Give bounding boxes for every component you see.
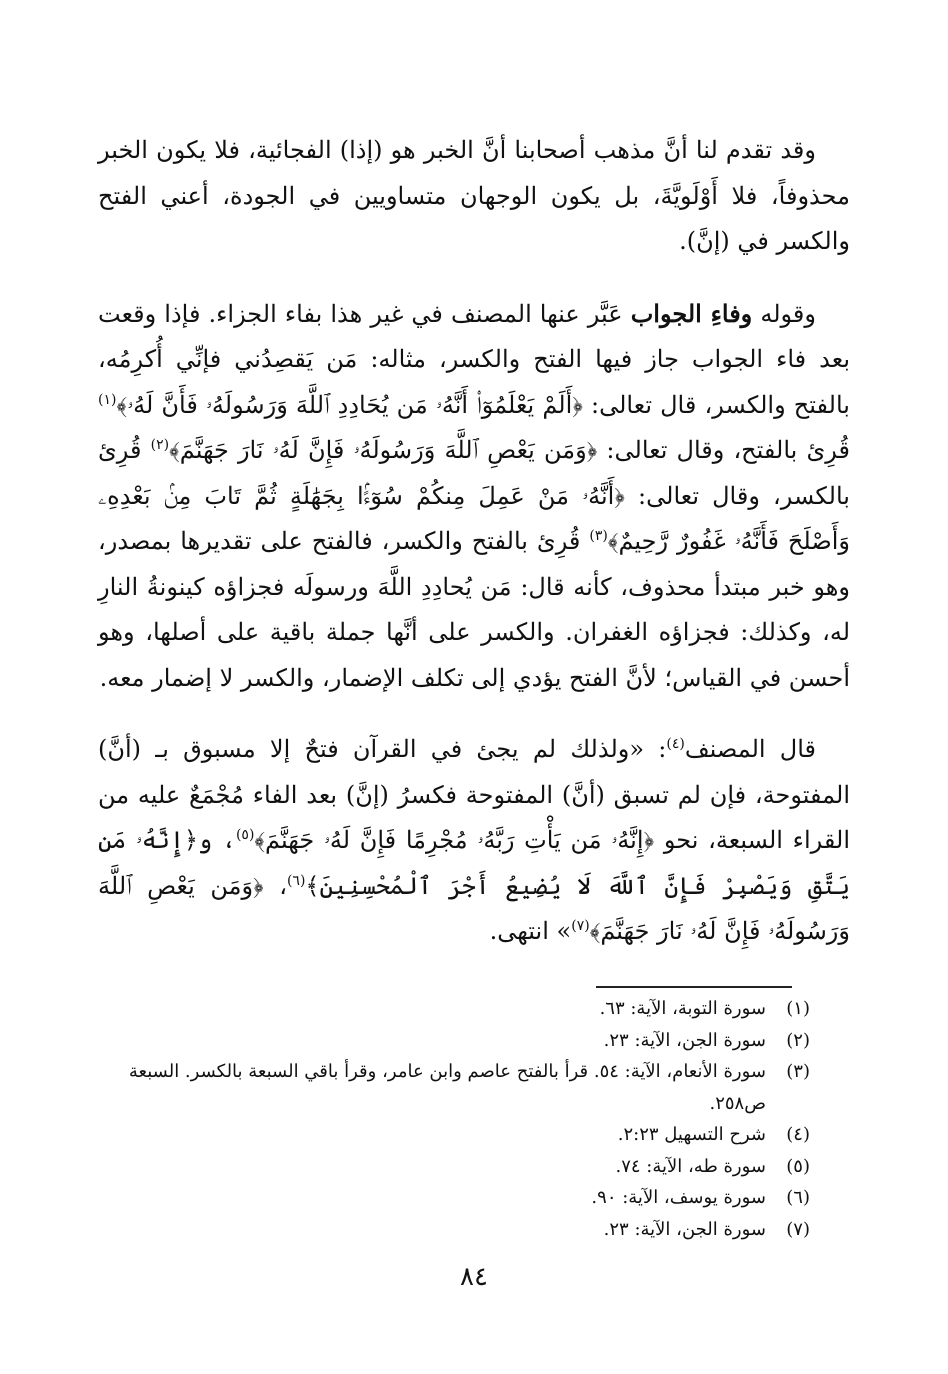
- footnote-text: سورة الأنعام، الآية: ٥٤. قرأ بالفتح عاصم وابن عامر، وقرأ باقي السبعة بالكسر. السبعة ص٢٥٨.: [128, 1061, 766, 1114]
- text-run: قُرِئ بالكسر، وقال تعالى:: [98, 436, 850, 510]
- paragraph-3: [98, 727, 850, 955]
- page-number: ٨٤: [460, 1262, 488, 1292]
- quran-verse: ﴿أَلَمْ يَعْلَمُوٓا۟ أَنَّهُۥ مَن يُحَادِدِ ٱللَّهَ وَرَسُولَهُۥ فَأَنَّ لَهُۥ﴾: [116, 390, 583, 419]
- paragraph-2: [98, 291, 850, 702]
- footnote-text: سورة التوبة، الآية: ٦٣.: [599, 998, 766, 1019]
- footnote-reference: (١): [98, 391, 117, 408]
- footnote-text: سورة الجن، الآية: ٢٣.: [603, 1029, 766, 1051]
- quran-verse: ﴿وَمَن يَعْصِ ٱللَّهَ وَرَسُولَهُۥ فَإِنَّ لَهُۥ نَارَ جَهَنَّمَ﴾: [169, 436, 598, 464]
- footnote-reference: (٧): [571, 918, 590, 934]
- main-text: [98, 128, 850, 955]
- emphasis-text: وفاءِ الجواب: [630, 298, 753, 328]
- footnote-number: (٤): [786, 1124, 810, 1145]
- text-run: » انتهى.: [489, 917, 572, 945]
- paragraph-1: [98, 128, 850, 265]
- footnote-item: [98, 1214, 810, 1246]
- footnotes-list: [98, 993, 810, 1245]
- footnote-item: [98, 1056, 810, 1119]
- quran-verse: ﴿إِنَّهُۥ مَن يَأْتِ رَبَّهُۥ مُجْرِمًا فَإِنَّ لَهُۥ جَهَنَّمَ﴾: [254, 826, 655, 854]
- footnote-reference: (٢): [150, 437, 170, 453]
- footnote-number: (٧): [786, 1218, 810, 1240]
- footnote-number: (٢): [786, 1029, 810, 1051]
- text-run: قُرِئ بالفتح، وقال تعالى:: [597, 436, 850, 464]
- footnote-reference: (٦): [286, 872, 306, 889]
- text-run: ،: [263, 871, 287, 900]
- quran-verse: ﴿أَنَّهُۥ مَنْ عَمِلَ مِنكُمْ سُوٓءًۢا بِجَهَٰلَةٍ ثُمَّ تَابَ مِنۢ بَعْدِهِۦ وَأَصْلَحَ فَأَنَّهُۥ غَفُورٌ رَّحِيمٌ﴾: [98, 481, 850, 555]
- text-run: : «ولذلك لم يجئ في القرآن فتحٌ إلا مسبوق بـ (أنَّ) المفتوحة، فإن لم تسبق (أنَّ) المفتوحة فكسرُ (إنَّ) بعد الفاء مُجْمَعٌ عليه من القراء السبعة، نحو: [98, 735, 850, 854]
- footnote-reference: (٣): [589, 528, 608, 544]
- footnote-number: (٥): [786, 1155, 810, 1177]
- footnote-reference: (٥): [235, 827, 255, 843]
- footnote-item: [98, 1119, 810, 1151]
- text-run: ، و: [198, 826, 236, 854]
- footnote-divider: [596, 986, 792, 988]
- footnote-number: (٣): [786, 1061, 810, 1082]
- text-run: عَبَّر عنها المصنف في غير هذا بفاء الجزاء. فإذا وقعت بعد فاء الجواب جاز فيها الفتح والكسر، مثاله: مَن يَقصِدُني فإنِّي أُكرِمُه، بالفتح والكسر، قال تعالى:: [98, 299, 850, 419]
- footnote-item: [98, 1025, 810, 1057]
- quran-verse: ﴿وَمَن يَعْصِ ٱللَّهَ وَرَسُولَهُۥ فَإِنَّ لَهُۥ نَارَ جَهَنَّمَ﴾: [98, 871, 850, 945]
- text-run: قال المصنف: [684, 735, 817, 763]
- footnote-item: [98, 1151, 810, 1183]
- footnote-text: سورة طه، الآية: ٧٤.: [615, 1155, 766, 1177]
- footnote-number: (٦): [786, 1187, 810, 1208]
- text-run: وقد تقدم لنا أنَّ مذهب أصحابنا أنَّ الخبر هو (إذا) الفجائية، فلا يكون الخبر محذوفاً، فلا أَوْلَويَّةَ، بل يكون الوجهان متساويين في الجودة، أعني الفتح والكسر في (إنَّ).: [98, 136, 850, 255]
- quran-verse: ﴿إِنَّهُۥ مَن يَتَّقِ وَيَصْبِرْ فَإِنَّ ٱللَّهَ لَا يُضِيعُ أَجْرَ ٱلْمُحْسِنِينَ﴾: [98, 826, 851, 900]
- footnote-text: شرح التسهيل ٢:٢٣.: [617, 1124, 766, 1145]
- footnote-text: سورة يوسف، الآية: ٩٠.: [591, 1187, 766, 1208]
- footnote-number: (١): [786, 998, 810, 1019]
- footnote-item: [98, 1182, 810, 1214]
- text-run: قُرِئ بالفتح والكسر، فالفتح على تقديرها بمصدر، وهو خبر مبتدأ محذوف، كأنه قال: مَن يُحادِدِ اللَّهَ ورسولَه فجزاؤه كينونةُ النارِ له، وكذلك: فجزاؤه الغفران. والكسر على أنَّها جملة باقية على أصلها، وهو أحسن في القياس؛ لأنَّ الفتح يؤدي إلى تكلف الإضمار، والكسر لا إضمار معه.: [98, 527, 851, 692]
- text-run: وقوله: [752, 299, 816, 328]
- footnote-reference: (٤): [666, 736, 685, 752]
- footnote-item: [98, 993, 810, 1025]
- footnote-text: سورة الجن، الآية: ٢٣.: [603, 1218, 766, 1240]
